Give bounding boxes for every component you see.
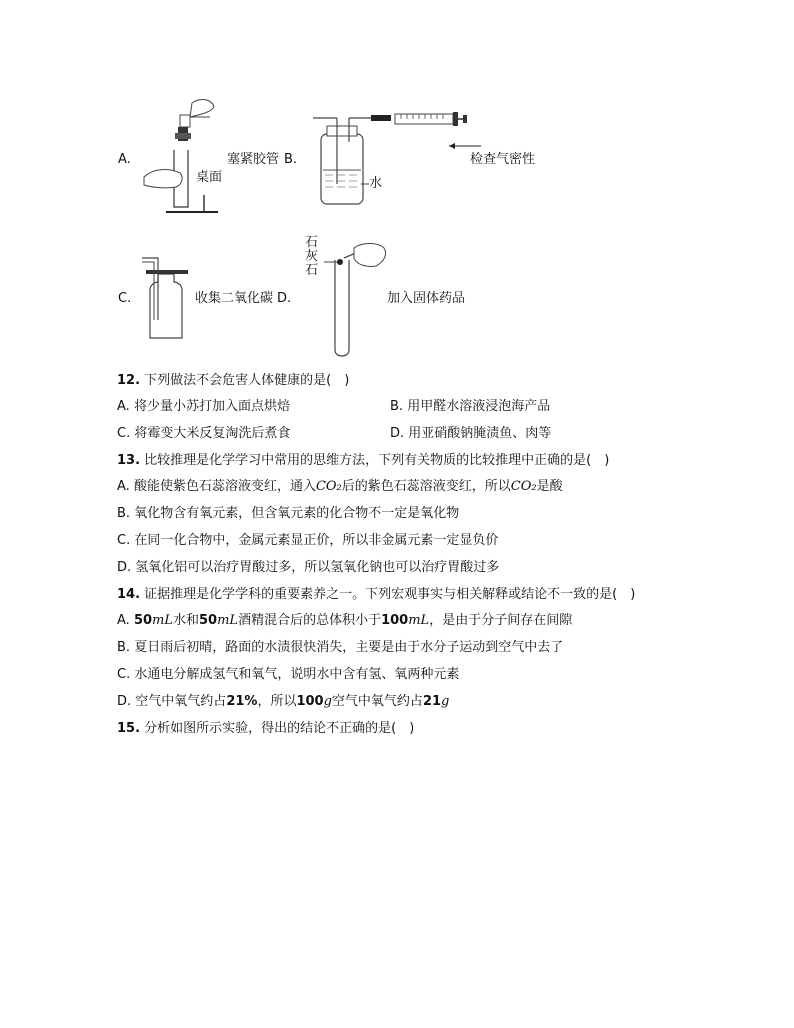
question-14-stem — [117, 587, 635, 603]
question-13-stem — [117, 453, 609, 469]
option-letter: B. — [390, 399, 404, 414]
option-letter: D. — [390, 426, 405, 441]
option-text: 用甲醛水溶液浸泡海产品 — [407, 399, 551, 414]
figure-b-gas-bottle-syringe — [305, 112, 485, 207]
option-text: 将霉变大米反复淘洗后煮食 — [134, 426, 291, 441]
option-text: 夏日雨后初晴，路面的水渍很快消失，主要是由于水分子运动到空气中去了 — [134, 640, 564, 655]
option-text: 水通电分解成氢气和氧气，说明水中含有氢、氧两种元素 — [134, 667, 460, 682]
question-number: 15. — [117, 721, 141, 736]
q13-option-b — [117, 506, 459, 522]
formula-co2: CO₂ — [510, 479, 537, 494]
q12-option-c — [117, 426, 290, 442]
question-number: 12. — [117, 373, 141, 388]
question-text: 下列做法不会危害人体健康的是( ) — [144, 373, 350, 388]
option-b-caption: 检查气密性 — [470, 152, 536, 167]
option-d-caption: 加入固体药品 — [387, 291, 466, 306]
q13-option-a — [117, 479, 563, 495]
option-letter: A. — [117, 613, 130, 628]
question-number: 14. — [117, 587, 141, 602]
q13-option-c — [117, 533, 498, 549]
figure-a-test-tube-stopper — [140, 95, 223, 220]
q14-option-a — [117, 613, 572, 629]
unit: mL — [152, 613, 173, 628]
question-number: 13. — [117, 453, 141, 468]
number: 100 — [381, 613, 409, 628]
unit: mL — [217, 613, 239, 628]
option-text-part: 酒精混合后的总体积小于 — [238, 613, 382, 628]
figure-a-label: 桌面 — [196, 170, 223, 185]
q14-option-d — [117, 694, 449, 710]
option-text-part: 酸能使紫色石蕊溶液变红，通入 — [133, 479, 316, 494]
number: 100 — [296, 694, 324, 709]
option-letter: A. — [117, 479, 130, 494]
option-text-part: 空气中氧气约占 — [331, 694, 423, 709]
option-letter: B. — [117, 506, 131, 521]
option-c-caption: 收集二氧化碳 — [195, 291, 274, 306]
option-text: 氢氧化铝可以治疗胃酸过多，所以氢氧化钠也可以治疗胃酸过多 — [135, 560, 500, 575]
option-text-part: ，所以 — [257, 694, 297, 709]
figure-d-test-tube-solid — [318, 240, 393, 360]
question-text: 证据推理是化学学科的重要素养之一。下列宏观事实与相关解释或结论不一致的是( ) — [144, 587, 636, 602]
q14-option-c — [117, 667, 459, 683]
figure-b-label: 水 — [369, 176, 383, 191]
question-text: 分析如图所示实验，得出的结论不正确的是( ) — [144, 721, 415, 736]
option-letter: C. — [117, 667, 131, 682]
option-text-part: 空气中氧气约占 — [135, 694, 227, 709]
number: 21% — [226, 694, 258, 709]
q13-option-d — [117, 560, 499, 576]
unit: g — [441, 694, 450, 709]
option-letter: C. — [117, 533, 131, 548]
question-12-stem — [117, 373, 349, 389]
option-b-letter: B. — [284, 152, 298, 167]
option-text: 在同一化合物中，金属元素显正价，所以非金属元素一定显负价 — [134, 533, 499, 548]
q12-option-a — [117, 399, 290, 415]
option-text-part: 是酸 — [536, 479, 563, 494]
figure-c-gas-collection — [136, 250, 196, 345]
option-text: 将少量小苏打加入面点烘焙 — [133, 399, 290, 414]
q14-option-b — [117, 640, 563, 656]
unit: mL — [408, 613, 430, 628]
option-letter: D. — [117, 560, 132, 575]
option-text: 用亚硝酸钠腌渍鱼、肉等 — [408, 426, 552, 441]
option-text-part: 后的紫色石蕊溶液变红，所以 — [341, 479, 511, 494]
option-letter: A. — [117, 399, 130, 414]
figure-d-label: 石灰石 — [305, 235, 319, 278]
option-letter: C. — [117, 426, 131, 441]
option-letter: D. — [117, 694, 132, 709]
number: 21 — [422, 694, 442, 709]
question-text: 比较推理是化学学习中常用的思维方法，下列有关物质的比较推理中正确的是( ) — [144, 453, 610, 468]
q12-option-b — [390, 399, 550, 415]
option-c-letter: C. — [118, 291, 132, 306]
option-letter: B. — [117, 640, 131, 655]
option-a-caption: 塞紧胶管 — [227, 152, 280, 167]
question-15-stem — [117, 721, 414, 737]
formula-co2: CO₂ — [315, 479, 342, 494]
option-text-part: ，是由于分子间存在间隙 — [429, 613, 573, 628]
q12-option-d — [390, 426, 551, 442]
unit: g — [323, 694, 332, 709]
option-text-part: 水和 — [173, 613, 200, 628]
number: 50 — [133, 613, 153, 628]
option-d-letter: D. — [277, 291, 292, 306]
number: 50 — [199, 613, 218, 628]
option-a-letter: A. — [118, 152, 131, 167]
option-text: 氧化物含有氧元素，但含氧元素的化合物不一定是氧化物 — [134, 506, 460, 521]
